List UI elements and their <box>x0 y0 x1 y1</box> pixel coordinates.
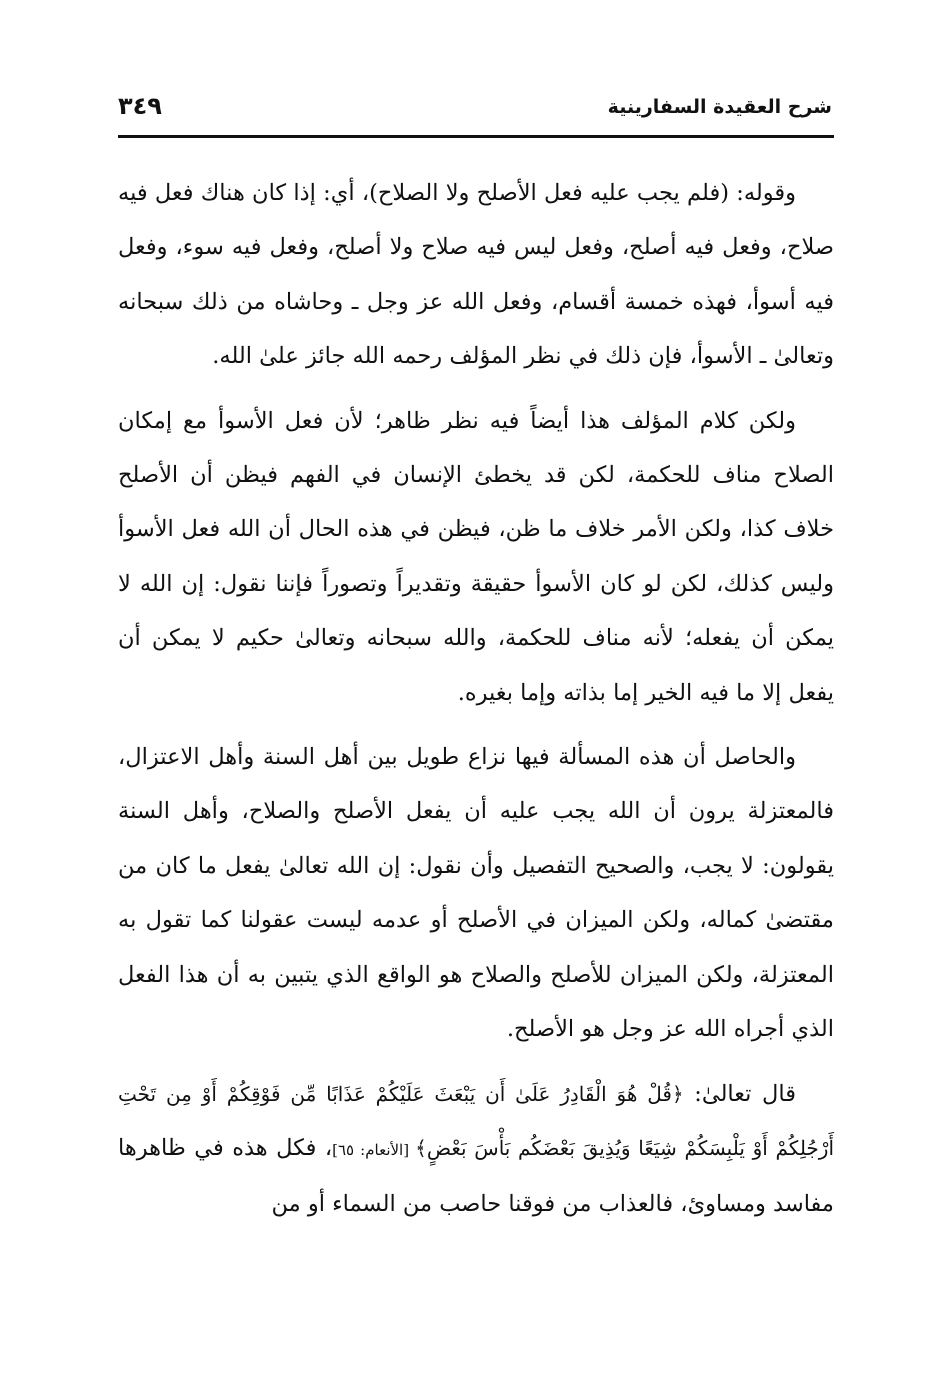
page-body <box>118 166 834 1242</box>
verse-reference: [الأنعام: ٦٥] <box>332 1140 416 1159</box>
paragraph-4 <box>118 1067 834 1232</box>
paragraph-4-text: ، فكل هذه في ظاهرها مفاسد ومساوئ، فالعذاب من فوقنا حاصب من السماء أو من <box>118 1134 834 1218</box>
paragraph-2: ولكن كلام المؤلف هذا أيضاً فيه نظر ظاهر؛ لأن فعل الأسوأ مع إمكان الصلاح مناف للحكمة، لكن قد يخطئ الإنسان في الفهم فيظن أن الأصلح خلاف كذا، ولكن الأمر خلاف ما ظن، فيظن في هذه الحال أن الله فعل الأسوأ وليس كذلك، لكن لو كان الأسوأ حقيقة وتقديراً وتصوراً فإننا نقول: إن الله لا يمكن أن يفعله؛ لأنه مناف للحكمة، والله سبحانه وتعالىٰ حكيم لا يمكن أن يفعل إلا ما فيه الخير إما بذاته وإما بغيره. <box>118 407 834 706</box>
verse-lead: قال تعالىٰ: <box>683 1080 796 1107</box>
page-number: ٣٤٩ <box>118 92 162 120</box>
paragraph-3: والحاصل أن هذه المسألة فيها نزاع طويل بين أهل السنة وأهل الاعتزال، فالمعتزلة يرون أن الله يجب عليه أن يفعل الأصلح والصلاح، وأهل السنة يقولون: لا يجب، والصحيح التفصيل وأن نقول: إن الله تعالىٰ يفعل ما كان من مقتضىٰ كماله، ولكن الميزان في الأصلح أو عدمه ليست عقولنا كما تقول به المعتزلة، ولكن الميزان للأصلح والصلاح هو الواقع الذي يتبين به أن هذا الفعل الذي أجراه الله عز وجل هو الأصلح. <box>118 744 834 1043</box>
quran-verse: ﴿قُلْ هُوَ الْقَادِرُ عَلَىٰ أَن يَبْعَثَ عَلَيْكُمْ عَذَابًا مِّن فَوْقِكُمْ أَوْ مِن تَحْتِ أَرْجُلِكُمْ أَوْ يَلْبِسَكُمْ شِيَعًا وَيُذِيقَ بَعْضَكُم بَأْسَ بَعْضٍ﴾ <box>118 1081 835 1160</box>
running-header <box>118 92 832 130</box>
book-title: شرح العقيدة السفارينية <box>607 96 832 118</box>
paragraph-1: وقوله: (فلم يجب عليه فعل الأصلح ولا الصلاح)، أي: إذا كان هناك فعل فيه صلاح، وفعل فيه أصلح، وفعل ليس فيه صلاح ولا أصلح، وفعل فيه سوء، وفعل فيه أسوأ، فهذه خمسة أقسام، وفعل الله عز وجل ـ وحاشاه من ذلك سبحانه وتعالىٰ ـ الأسوأ، فإن ذلك في نظر المؤلف رحمه الله جائز علىٰ الله. <box>118 180 834 370</box>
header-rule <box>118 135 834 138</box>
